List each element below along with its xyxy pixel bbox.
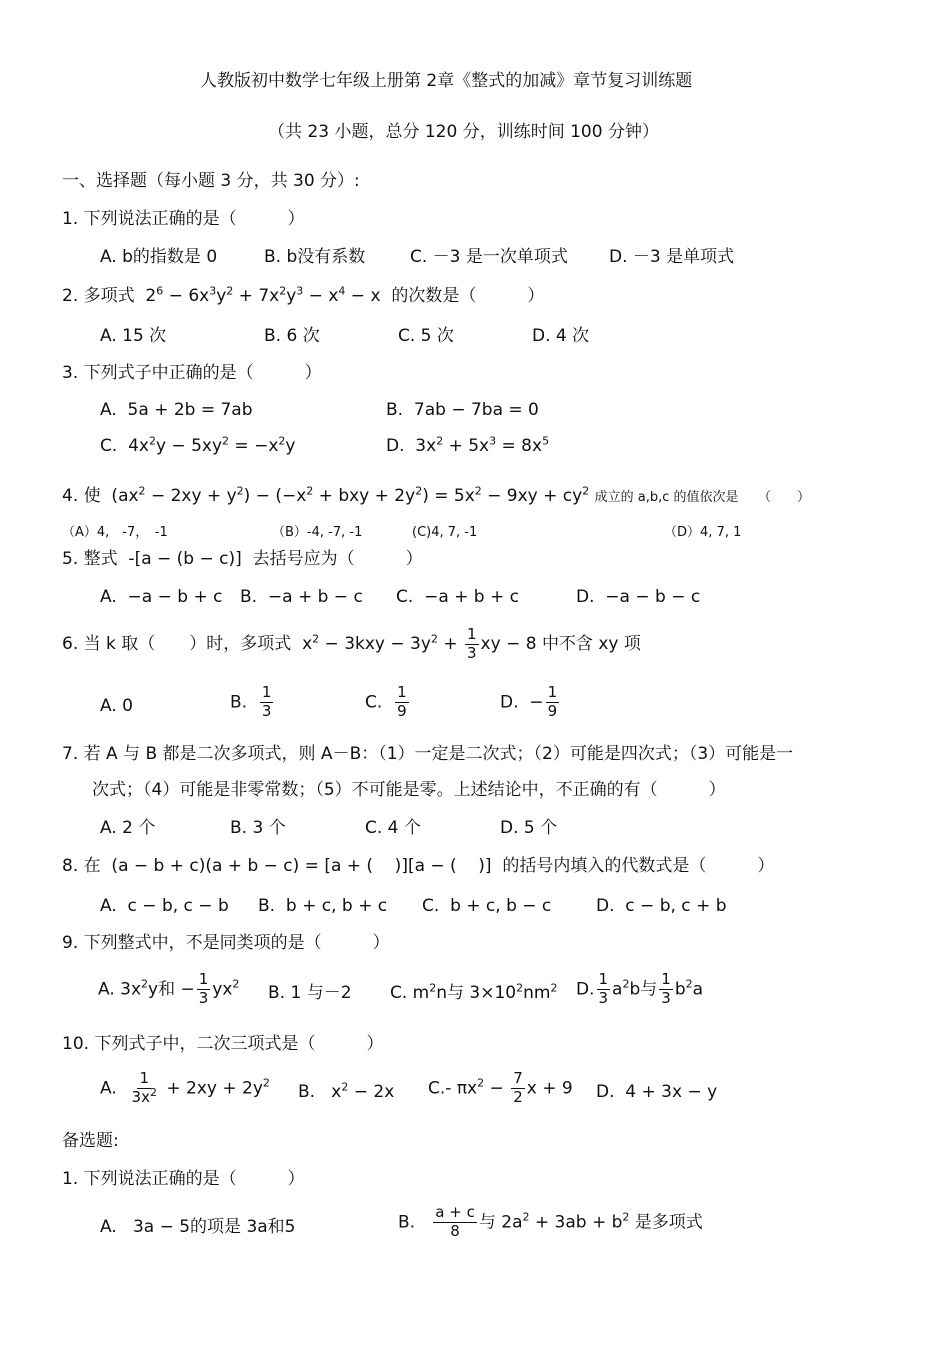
q5-option-b: B. −a + b − c bbox=[240, 587, 363, 607]
q4-option-a: （A）4, -7， -1 bbox=[62, 525, 168, 540]
question-5-stem bbox=[62, 551, 423, 568]
q1-option-a: A. b的指数是 0 bbox=[100, 247, 218, 267]
question-2-stem bbox=[62, 284, 545, 306]
q10-option-b: B. $x^2 - 2x$ bbox=[298, 1080, 395, 1102]
q7-option-b: B. 3 个 bbox=[230, 818, 286, 838]
q4-option-d: （D）4, 7, 1 bbox=[664, 525, 742, 540]
q9-option-c: C. $m^2n$与 $3\times 10^2nm^2$ bbox=[390, 981, 558, 1003]
spare-q1-option-a: A. 3a − 5的项是 3a和5 bbox=[100, 1217, 296, 1237]
q10-option-d: D. 4 + 3x − y bbox=[596, 1082, 718, 1102]
q8-stem-post: 的括号内填入的代数式是（ ） bbox=[502, 856, 775, 876]
q2-option-b: B. 6 次 bbox=[264, 326, 320, 346]
q3-option-a: A. 5a + 2b = 7ab bbox=[100, 400, 253, 420]
question-8-stem bbox=[62, 858, 774, 875]
page-title: 人教版初中数学七年级上册第 2章《整式的加减》章节复习训练题 bbox=[200, 71, 693, 91]
q5-option-a: A. −a − b + c bbox=[100, 587, 223, 607]
q4-option-c: (C)4, 7, -1 bbox=[412, 525, 478, 540]
q6-option-b: B. $\frac{1}{3}$ bbox=[230, 683, 272, 720]
q1-option-d: D. －3 是单项式 bbox=[609, 247, 735, 267]
q2-option-a: A. 15 次 bbox=[100, 326, 167, 346]
q2-stem-pre: 2. 多项式 bbox=[62, 286, 135, 306]
spare-q1-option-b: B. $\frac{a + c}{8}$ 与 $2a^2 + 3ab + b^2$ 是多项式 bbox=[398, 1203, 703, 1240]
q9-option-b: B. 1 与－2 bbox=[268, 983, 352, 1003]
q4-equation: $(ax^2 - 2xy + y^2) - (-x^2$ + bxy + $2y^2) = 5x^2 - 9xy + cy^2$ bbox=[106, 484, 590, 506]
q10-option-a: A. $\frac{1}{3x^2}$ + $2xy + 2y^2$ bbox=[100, 1069, 270, 1106]
question-4-stem bbox=[62, 484, 811, 506]
spare-heading: 备选题: bbox=[62, 1131, 119, 1151]
q6-option-d: D. − $\frac{1}{9}$ bbox=[500, 683, 558, 720]
q1-option-b: B. b没有系数 bbox=[264, 247, 366, 267]
question-1-stem: 1. 下列说法正确的是（ ） bbox=[62, 209, 305, 229]
question-7-stem-line-1: 7. 若 A 与 B 都是二次多项式，则 A－B：（1）一定是二次式；（2）可能是四次式；（3）可能是一 bbox=[62, 744, 794, 764]
q9-option-a: A. $3x^2y$和 − $\frac{1}{3}$ $yx^2$ bbox=[98, 970, 240, 1007]
q8-option-d: D. c − b, c + b bbox=[596, 896, 727, 916]
q4-stem-pre: 4. 使 bbox=[62, 486, 101, 506]
q8-option-b: B. b + c, b + c bbox=[258, 896, 388, 916]
q6-stem-pre: 6. 当 k 取（ ）时，多项式 bbox=[62, 634, 292, 654]
q5-expression: -[a − (b − c)] bbox=[123, 549, 248, 569]
q5-option-c: C. −a + b + c bbox=[396, 587, 519, 607]
spare-question-1-stem: 1. 下列说法正确的是（ ） bbox=[62, 1169, 305, 1189]
q1-option-c: C. －3 是一次单项式 bbox=[410, 247, 568, 267]
q3-option-b: B. 7ab − 7ba = 0 bbox=[386, 400, 539, 420]
q6-option-c: C. $\frac{1}{9}$ bbox=[365, 683, 407, 720]
q7-option-c: C. 4 个 bbox=[365, 818, 421, 838]
q4-stem-post: 成立的 a,b,c 的值依次是 （ ） bbox=[594, 490, 811, 505]
q7-option-a: A. 2 个 bbox=[100, 818, 156, 838]
q10-option-c: C.- $\pi x^2$ − $\frac{7}{2}$ x + 9 bbox=[428, 1069, 573, 1106]
q6-stem-post: 中不含 xy 项 bbox=[541, 634, 641, 654]
page-subtitle: （共 23 小题，总分 120 分，训练时间 100 分钟） bbox=[268, 122, 659, 142]
question-6-stem bbox=[62, 625, 641, 663]
section-heading: 一、选择题（每小题 3 分，共 30 分）: bbox=[62, 171, 360, 191]
q2-option-c: C. 5 次 bbox=[398, 326, 454, 346]
q4-option-b: （B）-4, -7, -1 bbox=[272, 525, 363, 540]
q2-option-d: D. 4 次 bbox=[532, 326, 590, 346]
q8-equation: (a − b + c)(a + b − c) = [a + ( )][a − ( )] bbox=[106, 856, 497, 876]
question-3-stem: 3. 下列式子中正确的是（ ） bbox=[62, 363, 322, 383]
q8-option-a: A. c − b, c − b bbox=[100, 896, 229, 916]
q6-option-a: A. 0 bbox=[100, 696, 133, 716]
q5-stem-pre: 5. 整式 bbox=[62, 549, 118, 569]
question-9-stem: 9. 下列整式中，不是同类项的是（ ） bbox=[62, 933, 390, 953]
q7-option-d: D. 5 个 bbox=[500, 818, 558, 838]
q5-stem-post: 去括号应为（ ） bbox=[252, 549, 423, 569]
q5-option-d: D. −a − b − c bbox=[576, 587, 701, 607]
q2-polynomial: $2^6 - 6x^3y^2 + 7x^2y^3 - x^4 - x$ bbox=[140, 284, 386, 306]
q2-stem-post: 的次数是（ ） bbox=[391, 286, 545, 306]
q8-stem-pre: 8. 在 bbox=[62, 856, 101, 876]
q3-option-c: C. $4x^2y - 5xy^2 = -x^2y$ bbox=[100, 434, 296, 456]
q8-option-c: C. b + c, b − c bbox=[422, 896, 552, 916]
question-10-stem: 10. 下列式子中，二次三项式是（ ） bbox=[62, 1034, 384, 1054]
q6-polynomial: $x^2 - 3kxy - 3y^2$ + $\frac{1}{3}$ xy − 8 bbox=[296, 624, 537, 662]
question-7-stem-line-2: 次式；（4）可能是非零常数；（5）不可能是零。上述结论中，不正确的有（ ） bbox=[92, 780, 726, 800]
q9-option-d: D. $\frac{1}{3}$ $a^2b$与 $\frac{1}{3}$ $b^2a$ bbox=[576, 970, 704, 1007]
q3-option-d: D. $3x^2 + 5x^3 = 8x^5$ bbox=[386, 434, 550, 456]
